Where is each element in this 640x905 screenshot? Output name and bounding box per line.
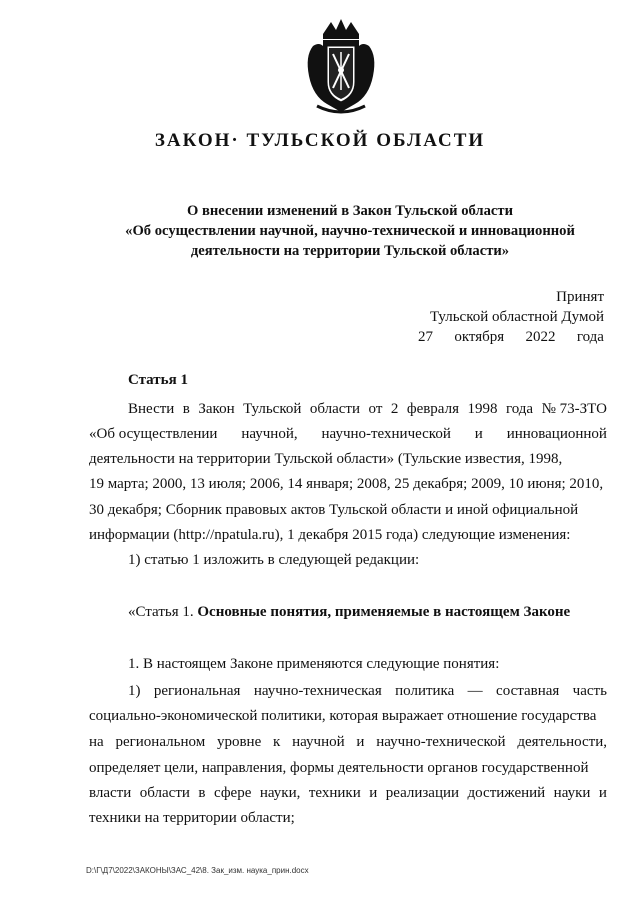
word: года: [505, 401, 534, 417]
word: к: [273, 734, 281, 750]
article-text-line: 30 декабря; Сборник правовых актов Тульской области и иной официальной: [89, 502, 579, 518]
word: на: [89, 734, 104, 750]
subtitle-line: деятельности на территории Тульской области»: [190, 243, 510, 259]
definition-line: [89, 734, 607, 751]
adoption-year: 2022: [525, 329, 556, 345]
definition-line: [89, 785, 607, 802]
word: 1998: [467, 401, 498, 417]
adoption-block: [404, 287, 604, 347]
word: научной,: [241, 426, 298, 442]
word: власти: [89, 785, 132, 801]
word: и: [356, 734, 365, 750]
word: области: [139, 785, 190, 801]
word: Тульской: [243, 401, 302, 417]
adoption-month: октября: [454, 329, 505, 345]
article-text-line: [89, 426, 607, 443]
word: реализации: [385, 785, 460, 801]
definition-line: определяет цели, направления, формы деятельности органов государственной: [89, 760, 589, 776]
word: и: [474, 426, 483, 442]
word: —: [467, 683, 483, 699]
word: техники: [308, 785, 361, 801]
law-subtitle: [60, 201, 640, 261]
word: научной: [292, 734, 345, 750]
subtitle-line: О внесении изменений в Закон Тульской области: [187, 203, 513, 219]
adoption-date: [404, 327, 604, 347]
word: составная: [496, 683, 560, 699]
word: Закон: [198, 401, 235, 417]
word: региональная: [153, 683, 241, 699]
word: и: [369, 785, 378, 801]
word: научно-технической: [376, 734, 506, 750]
word: сфере: [213, 785, 252, 801]
file-path-footer: D:\Г\Д7\2022\ЗАКОНЫ\ЗАС_42\8. Зак_изм. наука_прин.docx: [86, 866, 309, 875]
article-heading: Статья 1: [128, 372, 188, 388]
word: часть: [572, 683, 607, 699]
adoption-body: Тульской областной Думой: [429, 309, 604, 325]
word: февраля: [406, 401, 459, 417]
article-text-line: [128, 401, 607, 418]
article-item: 1) статью 1 изложить в следующей редакции:: [128, 552, 420, 568]
word: в: [198, 785, 206, 801]
word: науки: [553, 785, 591, 801]
word: научно-техническая: [253, 683, 382, 699]
word: в: [182, 401, 190, 417]
word: науки,: [259, 785, 301, 801]
adoption-word: Принят: [556, 289, 604, 305]
word: 2: [390, 401, 399, 417]
word: «Об осуществлении: [89, 426, 218, 442]
subtitle-line: «Об осуществлении научной, научно-технической и инновационной: [125, 223, 575, 239]
word: области: [309, 401, 361, 417]
new-article-prefix: «Статья 1.: [128, 604, 198, 620]
article-text-line: деятельности на территории Тульской области» (Тульские известия, 1998,: [89, 451, 563, 467]
new-article-title: Основные понятия, применяемые в настоящем Законе: [197, 604, 571, 620]
law-title: ЗАКОН· ТУЛЬСКОЙ ОБЛАСТИ: [154, 130, 486, 151]
definition-line: [128, 683, 607, 700]
word: 1): [128, 683, 141, 699]
adoption-day: 27: [418, 329, 433, 345]
article-text-line: информации (http://npatula.ru), 1 декабря 2015 года) следующие изменения:: [89, 527, 571, 543]
definition-line: социально-экономической политики, которая выражает отношение государства: [89, 708, 597, 724]
new-article-heading: [128, 604, 570, 621]
word: № 73-ЗТО: [541, 401, 607, 417]
word: инновационной: [506, 426, 607, 442]
coat-of-arms-emblem: [303, 16, 379, 118]
word: достижений: [467, 785, 546, 801]
word: от: [368, 401, 383, 417]
word: региональном: [115, 734, 206, 750]
word: научно-технической: [321, 426, 451, 442]
article-text-line: 19 марта; 2000, 13 июля; 2006, 14 января; 2008, 25 декабря; 2009, 10 июня; 2010,: [89, 476, 604, 492]
adoption-suffix: года: [576, 329, 604, 345]
definition-line: техники на территории области;: [89, 810, 295, 826]
word: уровне: [216, 734, 262, 750]
word: политика: [395, 683, 455, 699]
definition-intro: 1. В настоящем Законе применяются следующие понятия:: [128, 656, 500, 672]
word: деятельности,: [517, 734, 607, 750]
word: и: [598, 785, 607, 801]
word: Внести: [128, 401, 175, 417]
